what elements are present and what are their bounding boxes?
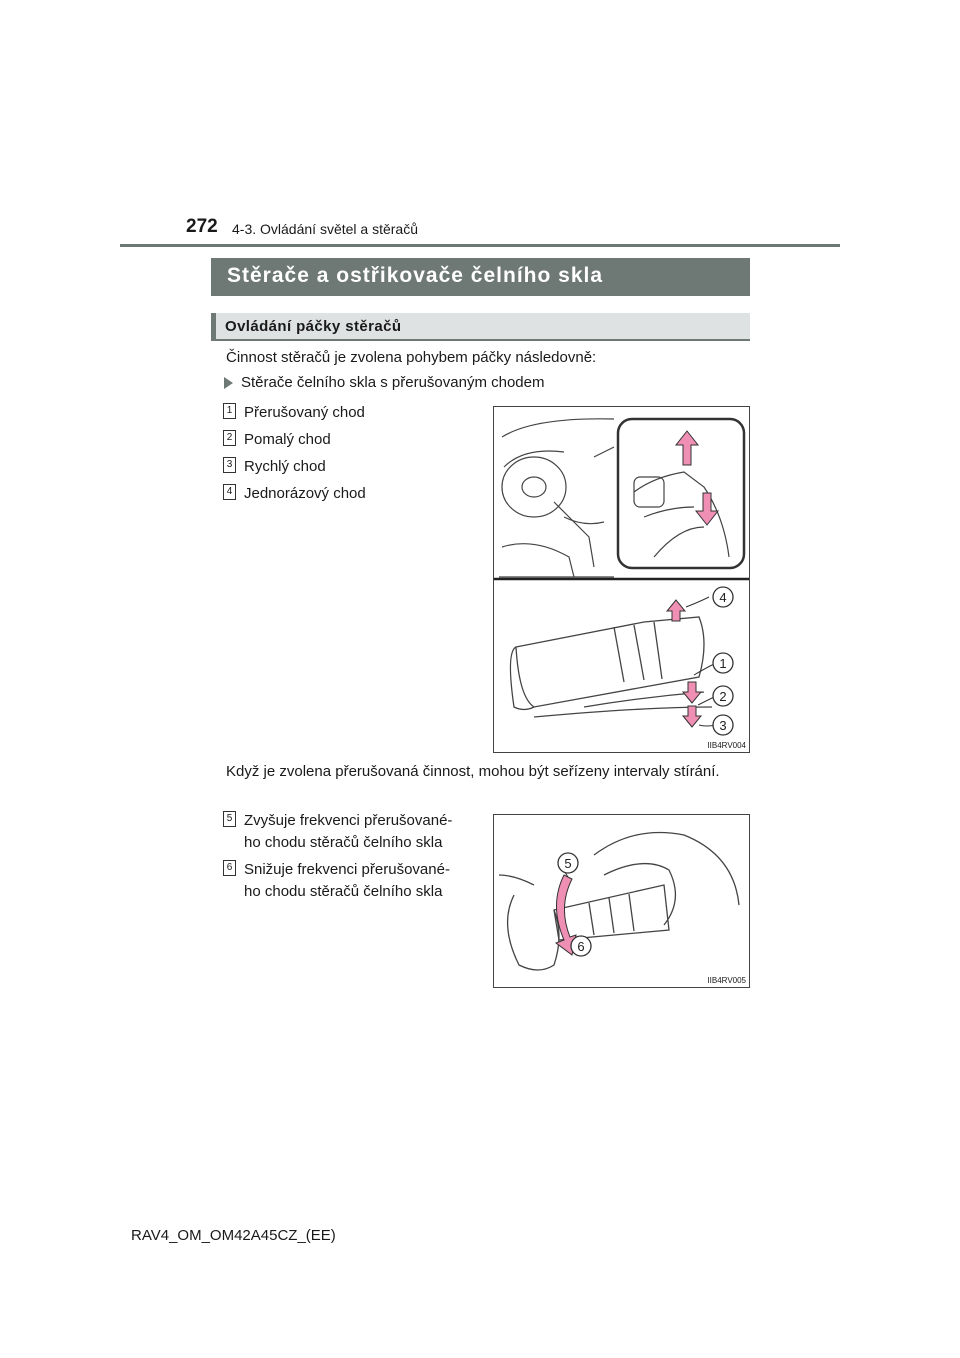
bullet-text: Stěrače čelního skla s přerušovaným chodem <box>241 374 545 391</box>
list-item-text-line2: ho chodu stěračů čelního skla <box>244 834 443 851</box>
footer-doc-id: RAV4_OM_OM42A45CZ_(EE) <box>131 1227 336 1244</box>
callout-6: 6 <box>577 939 585 954</box>
arrow-2-icon <box>683 706 701 727</box>
list-item-text-line2: ho chodu stěračů čelního skla <box>244 883 443 900</box>
callout-2: 2 <box>719 689 727 704</box>
list-item-text: Přerušovaný chod <box>244 404 365 421</box>
number-box: 1 <box>223 403 236 419</box>
callout-5: 5 <box>564 856 572 871</box>
list-item-text-line1: Snižuje frekvenci přerušované- <box>244 861 450 878</box>
callout-3: 3 <box>719 718 727 733</box>
wiper-lever-figure <box>493 406 750 753</box>
figure-code: IIB4RV005 <box>707 976 746 985</box>
list-item-text: Jednorázový chod <box>244 485 366 502</box>
number-box: 4 <box>223 484 236 500</box>
sub-title-accent <box>211 313 216 339</box>
arrow-1-icon <box>683 682 701 703</box>
number-box: 3 <box>223 457 236 473</box>
callout-4: 4 <box>719 590 727 605</box>
figure-code: IIB4RV004 <box>707 741 746 750</box>
intro-text: Činnost stěračů je zvolena pohybem páčky následovně: <box>226 349 597 366</box>
header-rule <box>120 244 840 247</box>
list-item-text: Rychlý chod <box>244 458 326 475</box>
number-box: 5 <box>223 811 236 827</box>
list-item-text: Pomalý chod <box>244 431 331 448</box>
list-item-text-line1: Zvyšuje frekvenci přerušované- <box>244 812 453 829</box>
callout-1: 1 <box>719 656 727 671</box>
paragraph: Když je zvolena přerušovaná činnost, mohou být seřízeny intervaly stírání. <box>226 763 720 780</box>
sub-title: Ovládání páčky stěračů <box>225 318 402 335</box>
main-title: Stěrače a ostřikovače čelního skla <box>227 264 604 287</box>
number-box: 2 <box>223 430 236 446</box>
arrow-4-icon <box>667 600 685 621</box>
wiper-lever-illustration <box>494 407 750 753</box>
sub-title-bar <box>211 313 750 341</box>
section-label: 4-3. Ovládání světel a stěračů <box>232 221 418 237</box>
interval-adjust-illustration <box>494 815 750 988</box>
number-box: 6 <box>223 860 236 876</box>
main-title-bar <box>211 258 750 296</box>
page-number: 272 <box>186 216 218 237</box>
interval-adjust-figure <box>493 814 750 988</box>
bullet-arrow-icon <box>224 377 233 389</box>
